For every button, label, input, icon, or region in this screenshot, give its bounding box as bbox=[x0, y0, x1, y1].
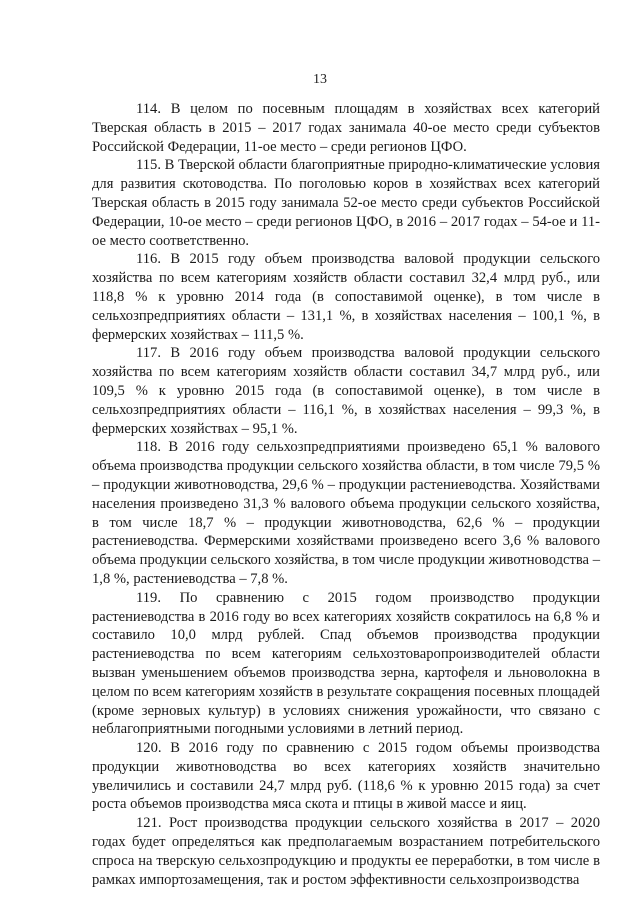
paragraph-118: 118. В 2016 году сельхозпредприятиями произведено 65,1 % валового объема производства продукции сельского хозяйства области, в том числе 79,5 % – продукции животноводства, 29,6 % – продукции растениеводства. Хозяйствами населения произведено 31,3 % валового объема продукции сельского хозяйства, в том числе 18,7 % – продукции животноводства, 62,6 % – продукции растениеводства. Фермерскими хозяйствами произведено всего 3,6 % валового объема продукции сельского хозяйства, в том числе продукции животноводства – 1,8 %, растениеводства – 7,8 %. bbox=[92, 439, 600, 587]
paragraph-115: 115. В Тверской области благоприятные природно-климатические условия для развития скотоводства. По поголовью коров в хозяйствах всех категорий Тверская область в 2015 году занимала 52-ое место среди субъектов Российской Федерации, 10-ое место – среди регионов ЦФО, в 2016 – 2017 годах – 54-ое и 11-ое место соответственно. bbox=[92, 157, 600, 249]
paragraph-121: 121. Рост производства продукции сельского хозяйства в 2017 – 2020 годах будет определяться как предполагаемым возрастанием потребительского спроса на тверскую сельхозпродукцию и продукты ее переработки, в том числе в рамках импортозамещения, так и ростом эффективности сельхозпроизводства bbox=[92, 815, 600, 888]
paragraph-117: 117. В 2016 году объем производства валовой продукции сельского хозяйства по всем категориям хозяйств области составил 34,7 млрд руб., или 109,5 % к уровню 2015 года (в сопоставимой оценке), в том числе в сельхозпредприятиях области – 116,1 %, в хозяйствах населения – 99,3 %, в фермерских хозяйствах – 95,1 %. bbox=[92, 345, 600, 437]
page-number: 13 bbox=[313, 72, 327, 87]
paragraph-114: 114. В целом по посевным площадям в хозяйствах всех категорий Тверская область в 2015 – 2017 годах занимала 40-ое место среди субъектов Российской Федерации, 11-ое место – среди регионов ЦФО. bbox=[92, 101, 600, 155]
paragraph-119: 119. По сравнению с 2015 годом производство продукции растениеводства в 2016 году во всех категориях хозяйств сократилось на 6,8 % и составило 10,0 млрд рублей. Спад объемов производства продукции растениеводства по всем категориям сельхозтоваропроизводителей области вызван уменьшением объемов производства зерна, картофеля и льноволокна в целом по всем категориям хозяйств в результате сокращения посевных площадей (кроме зерновых культур) в условиях снижения урожайности, что связано с неблагоприятными погодными условиями в летний период. bbox=[92, 589, 600, 738]
paragraph-120: 120. В 2016 году по сравнению с 2015 годом объемы производства продукции животноводства во всех категориях хозяйств значительно увеличились и составили 24,7 млрд руб. (118,6 % к уровню 2015 года) за счет роста объемов производства мяса скота и птицы в живой массе и яиц. bbox=[92, 740, 600, 813]
document-body bbox=[92, 100, 600, 889]
paragraph-116: 116. В 2015 году объем производства валовой продукции сельского хозяйства по всем категориям хозяйств области составил 32,4 млрд руб., или 118,8 % к уровню 2014 года (в сопоставимой оценке), в том числе в сельхозпредприятиях области – 131,1 %, в хозяйствах населения – 100,1 %, в фермерских хозяйствах – 111,5 %. bbox=[92, 251, 600, 343]
